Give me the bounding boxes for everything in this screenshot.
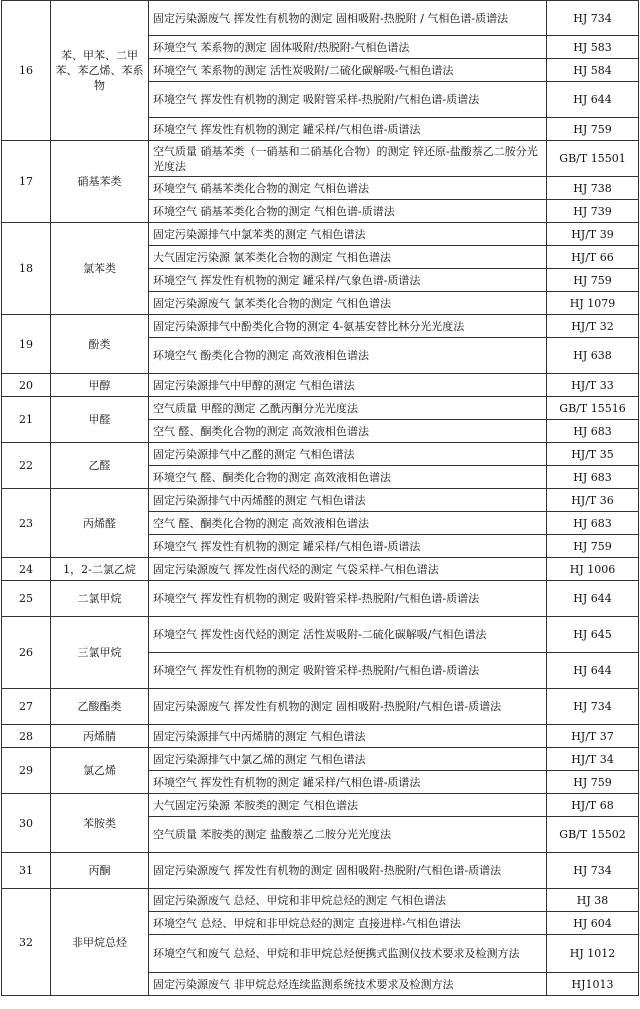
pollutant-name: 苯胺类: [51, 794, 149, 853]
standard-number: HJ/T 33: [547, 374, 639, 397]
standard-number: HJ 759: [547, 535, 639, 558]
item-number: 17: [2, 141, 51, 223]
standard-number: GB/T 15502: [547, 817, 639, 853]
standard-number: HJ/T 36: [547, 489, 639, 512]
standard-number: HJ 759: [547, 118, 639, 141]
method-name: 空气 醛、酮类化合物的测定 高效液相色谱法: [149, 512, 547, 535]
standard-number: HJ/T 66: [547, 246, 639, 269]
standard-number: GB/T 15501: [547, 141, 639, 177]
item-number: 29: [2, 748, 51, 794]
pollutant-name: 丙烯醛: [51, 489, 149, 558]
item-number: 27: [2, 689, 51, 725]
method-name: 空气 醛、酮类化合物的测定 高效液相色谱法: [149, 420, 547, 443]
method-name: 环境空气 挥发性卤代烃的测定 活性炭吸附-二硫化碳解吸/气相色谱法: [149, 617, 547, 653]
method-name: 固定污染源排气中氯苯类的测定 气相色谱法: [149, 223, 547, 246]
item-number: 18: [2, 223, 51, 315]
table-row: [2, 725, 639, 748]
method-name: 大气固定污染源 苯胺类的测定 气相色谱法: [149, 794, 547, 817]
standard-number: HJ 645: [547, 617, 639, 653]
standard-number: HJ 604: [547, 912, 639, 935]
standard-number: HJ 584: [547, 59, 639, 82]
standard-number: HJ 644: [547, 653, 639, 689]
method-name: 固定污染源废气 挥发性有机物的测定 固相吸附-热脱附/气相色谱-质谱法: [149, 689, 547, 725]
method-name: 固定污染源排气中氯乙烯的测定 气相色谱法: [149, 748, 547, 771]
standard-number: HJ 683: [547, 512, 639, 535]
item-number: 22: [2, 443, 51, 489]
item-number: 30: [2, 794, 51, 853]
table-row: [2, 748, 639, 771]
standard-number: HJ 734: [547, 853, 639, 889]
item-number: 24: [2, 558, 51, 581]
method-name: 环境空气 醛、酮类化合物的测定 高效液相色谱法: [149, 466, 547, 489]
method-name: 大气固定污染源 氯苯类化合物的测定 气相色谱法: [149, 246, 547, 269]
pollutant-name: 三氯甲烷: [51, 617, 149, 689]
method-name: 固定污染源排气中甲醇的测定 气相色谱法: [149, 374, 547, 397]
item-number: 31: [2, 853, 51, 889]
standard-number: HJ 739: [547, 200, 639, 223]
table-row: [2, 443, 639, 466]
table-row: [2, 558, 639, 581]
item-number: 25: [2, 581, 51, 617]
item-number: 32: [2, 889, 51, 996]
pollutant-name: 乙酸酯类: [51, 689, 149, 725]
pollutant-name: 非甲烷总烃: [51, 889, 149, 996]
method-name: 固定污染源废气 挥发性有机物的测定 固相吸附-热脱附 / 气相色谱-质谱法: [149, 1, 547, 36]
method-name: 环境空气 挥发性有机物的测定 吸附管采样-热脱附/气相色谱-质谱法: [149, 581, 547, 617]
method-name: 固定污染源废气 总烃、甲烷和非甲烷总烃的测定 气相色谱法: [149, 889, 547, 912]
item-number: 21: [2, 397, 51, 443]
table-row: [2, 889, 639, 912]
table-body: [2, 1, 639, 996]
pollutant-name: 氯苯类: [51, 223, 149, 315]
method-name: 固定污染源排气中丙烯醛的测定 气相色谱法: [149, 489, 547, 512]
pollutant-name: 丙烯腈: [51, 725, 149, 748]
method-name: 环境空气 硝基苯类化合物的测定 气相色谱法: [149, 177, 547, 200]
standard-number: HJ 683: [547, 466, 639, 489]
standard-number: HJ 759: [547, 269, 639, 292]
standard-number: HJ/T 35: [547, 443, 639, 466]
standard-number: HJ 734: [547, 689, 639, 725]
pollutant-name: 甲醇: [51, 374, 149, 397]
standard-number: HJ 734: [547, 1, 639, 36]
standard-number: HJ/T 34: [547, 748, 639, 771]
pollutant-name: 甲醛: [51, 397, 149, 443]
method-name: 环境空气 挥发性有机物的测定 吸附管采样-热脱附/气相色谱-质谱法: [149, 82, 547, 118]
pollutant-name: 氯乙烯: [51, 748, 149, 794]
standard-number: HJ 759: [547, 771, 639, 794]
table-row: [2, 794, 639, 817]
method-name: 环境空气 挥发性有机物的测定 罐采样/气相色谱-质谱法: [149, 118, 547, 141]
standard-number: GB/T 15516: [547, 397, 639, 420]
table-row: [2, 315, 639, 338]
table-row: [2, 1, 639, 36]
standard-number: HJ/T 68: [547, 794, 639, 817]
method-name: 环境空气 酚类化合物的测定 高效液相色谱法: [149, 338, 547, 374]
method-name: 环境空气 苯系物的测定 固体吸附/热脱附-气相色谱法: [149, 36, 547, 59]
item-number: 19: [2, 315, 51, 374]
method-name: 环境空气 挥发性有机物的测定 罐采样/气象色谱-质谱法: [149, 269, 547, 292]
method-name: 空气质量 甲醛的测定 乙酰丙酮分光光度法: [149, 397, 547, 420]
method-name: 空气质量 苯胺类的测定 盐酸萘乙二胺分光光度法: [149, 817, 547, 853]
monitoring-methods-table: [1, 0, 639, 996]
method-name: 固定污染源废气 挥发性卤代烃的测定 气袋采样-气相色谱法: [149, 558, 547, 581]
table-row: [2, 223, 639, 246]
table-row: [2, 489, 639, 512]
table-row: [2, 689, 639, 725]
method-name: 固定污染源排气中乙醛的测定 气相色谱法: [149, 443, 547, 466]
standard-number: HJ/T 32: [547, 315, 639, 338]
item-number: 26: [2, 617, 51, 689]
standard-number: HJ 738: [547, 177, 639, 200]
method-name: 环境空气 硝基苯类化合物的测定 气相色谱-质谱法: [149, 200, 547, 223]
item-number: 28: [2, 725, 51, 748]
standard-number: HJ 644: [547, 581, 639, 617]
table-row: [2, 853, 639, 889]
standard-number: HJ 1006: [547, 558, 639, 581]
standard-number: HJ 644: [547, 82, 639, 118]
method-name: 环境空气 挥发性有机物的测定 罐采样/气相色谱-质谱法: [149, 771, 547, 794]
pollutant-name: 苯、甲苯、二甲苯、苯乙烯、苯系物: [51, 1, 149, 141]
table-row: [2, 397, 639, 420]
pollutant-name: 二氯甲烷: [51, 581, 149, 617]
standard-number: HJ 38: [547, 889, 639, 912]
table-row: [2, 617, 639, 653]
method-name: 固定污染源排气中丙烯腈的测定 气相色谱法: [149, 725, 547, 748]
standard-number: HJ 1079: [547, 292, 639, 315]
pollutant-name: 硝基苯类: [51, 141, 149, 223]
method-name: 固定污染源排气中酚类化合物的测定 4-氨基安替比林分光光度法: [149, 315, 547, 338]
table-row: [2, 374, 639, 397]
standard-number: HJ1013: [547, 973, 639, 996]
method-name: 空气质量 硝基苯类（一硝基和二硝基化合物）的测定 锌还原-盐酸萘乙二胺分光光度法: [149, 141, 547, 177]
table-row: [2, 141, 639, 177]
method-name: 固定污染源废气 挥发性有机物的测定 固相吸附-热脱附/气相色谱-质谱法: [149, 853, 547, 889]
method-name: 环境空气 挥发性有机物的测定 吸附管采样-热脱附/气相色谱-质谱法: [149, 653, 547, 689]
method-name: 环境空气 总烃、甲烷和非甲烷总烃的测定 直接进样-气相色谱法: [149, 912, 547, 935]
method-name: 固定污染源废气 氯苯类化合物的测定 气相色谱法: [149, 292, 547, 315]
item-number: 23: [2, 489, 51, 558]
standard-number: HJ 683: [547, 420, 639, 443]
standard-number: HJ 583: [547, 36, 639, 59]
pollutant-name: 1，2-二氯乙烷: [51, 558, 149, 581]
pollutant-name: 乙醛: [51, 443, 149, 489]
method-name: 固定污染源废气 非甲烷总烃连续监测系统技术要求及检测方法: [149, 973, 547, 996]
standard-number: HJ/T 39: [547, 223, 639, 246]
standard-number: HJ 638: [547, 338, 639, 374]
pollutant-name: 丙酮: [51, 853, 149, 889]
item-number: 20: [2, 374, 51, 397]
standard-number: HJ 1012: [547, 935, 639, 973]
item-number: 16: [2, 1, 51, 141]
table-row: [2, 581, 639, 617]
method-name: 环境空气 苯系物的测定 活性炭吸附/二硫化碳解吸-气相色谱法: [149, 59, 547, 82]
standard-number: HJ/T 37: [547, 725, 639, 748]
method-name: 环境空气 挥发性有机物的测定 罐采样/气相色谱-质谱法: [149, 535, 547, 558]
method-name: 环境空气和废气 总烃、甲烷和非甲烷总烃便携式监测仪技术要求及检测方法: [149, 935, 547, 973]
pollutant-name: 酚类: [51, 315, 149, 374]
